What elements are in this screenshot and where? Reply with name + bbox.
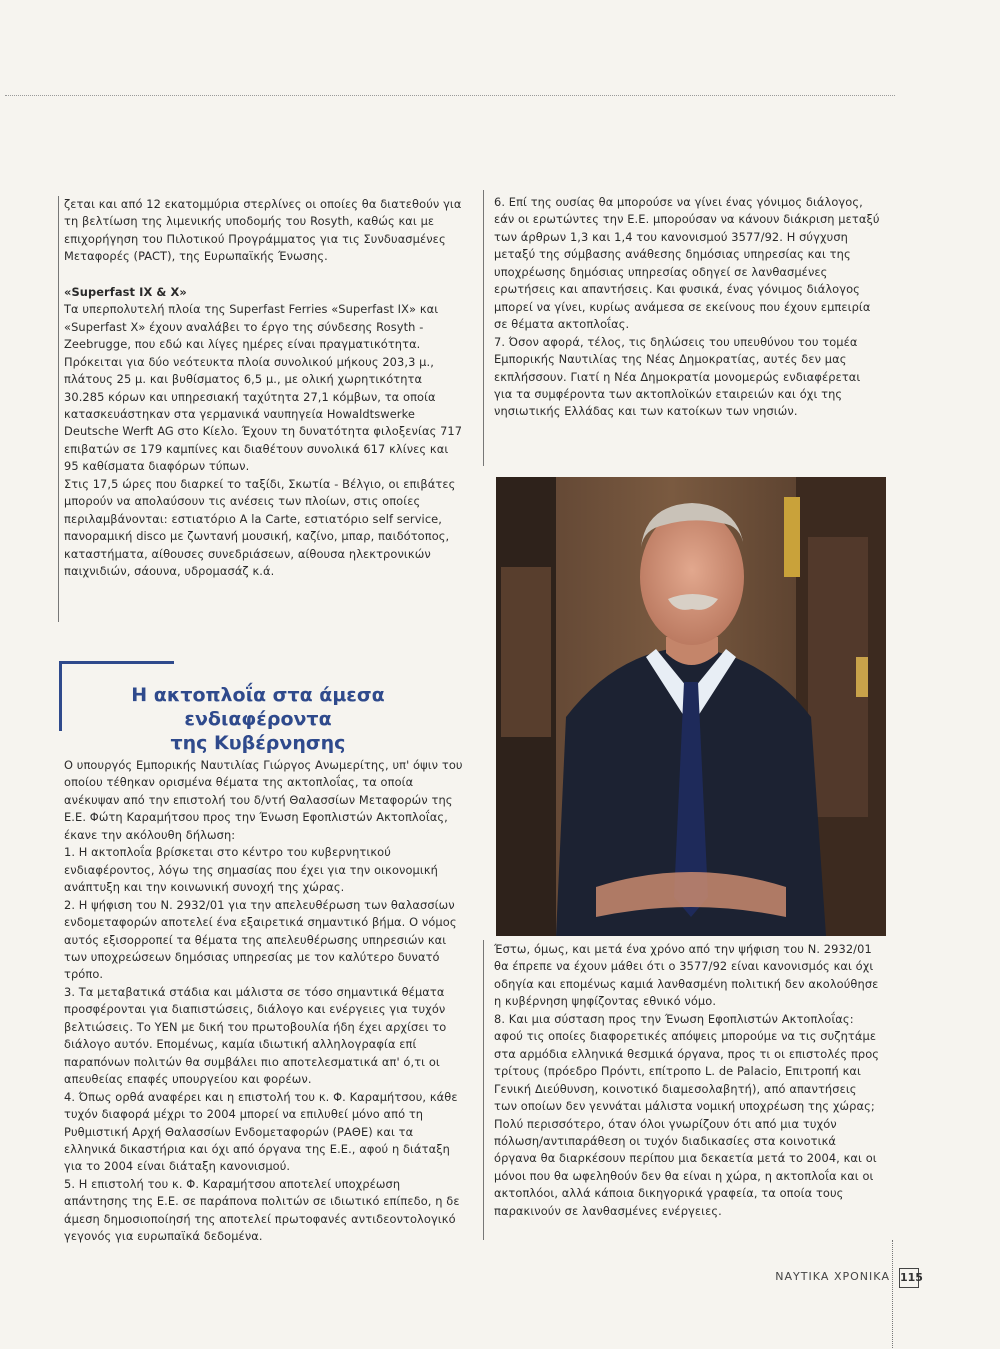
heading-accent-vbar xyxy=(59,661,62,731)
left-column-upper xyxy=(64,196,464,581)
list-item: 3. Τα μεταβατικά στάδια και μάλιστα σε τόσο σημαντικά θέματα προσφέρονται για διαπιστώσεις, διάλογο και ενέργειες για τυχόν βελτιώσεις. Το ΥΕΝ με δική του πρωτοβουλία ήδη έχει αρχίσει το διάλογο αυτόν. Επομένως, καμία ιδιωτική αλληλογραφία επί παραπόνων πολιτών θα συμβάλει πιο αποτελεσματικά απ' ό,τι οι απευθείας επαφές υπουργείου και φορέων. xyxy=(64,984,447,1087)
list-item: 7. Όσον αφορά, τέλος, τις δηλώσεις του υπευθύνου του τομέα Εμπορικής Ναυτιλίας της Νέας Δημοκρατίας, αυτές δεν μας εκπλήσσουν. Γιατί η Νέα Δημοκρατία μονομερώς ενδιαφέρεται για τα συμφέροντα των ακτοπλοϊκών εταιρειών και όχι της νησιωτικής Ελλάδας και των κατοίκων των νησιών. xyxy=(494,334,861,419)
top-dotted-rule xyxy=(5,95,895,96)
left-column-lower xyxy=(64,757,464,1246)
magazine-name: ΝΑΥΤΙΚΑ ΧΡΟΝΙΚΑ xyxy=(775,1270,890,1283)
heading-line-2: της Κυβέρνησης xyxy=(170,732,346,754)
list-item: 1. Η ακτοπλοΐα βρίσκεται στο κέντρο του κυβερνητικού ενδιαφέροντος, λόγω της σημασίας που έχει για την οικονομική ανάπτυξη και την κοινωνική συνοχή της χώρας. xyxy=(64,845,438,895)
article-heading xyxy=(68,683,448,755)
paragraph: Έστω, όμως, και μετά ένα χρόνο από την ψήφιση του Ν. 2932/01 θα έπρεπε να έχουν μάθει ότι ο 3577/92 είναι κανονισμός και όχι οδηγία και επομένως καμιά λανθασμένη πολιτική δεν ακολούθησε η κυβέρνηση ψηφίζοντας εθνικό νόμο. xyxy=(494,942,879,1009)
list-item: 5. Η επιστολή του κ. Φ. Καραμήτσου αποτελεί υποχρέωση απάντησης της Ε.Ε. σε παράπονα πολιτών σε ιδιωτικό επίπεδο, η δε άμεση δημοσιοποίησή της αποτελεί πρωτοφανές αντιδεοντολογικό γεγονός για ευρωπαϊκά δεδομένα. xyxy=(64,1176,460,1244)
list-item: 2. Η ψήφιση του Ν. 2932/01 για την απελευθέρωση των θαλασσίων ενδομεταφορών αποτελεί ένα εξαιρετικά σημαντικό βήμα. Ο νόμος αυτός εξισορροπεί τα θέματα της απελευθέρωσης υπηρεσιών και των υποχρεώσεων δημόσιας υπηρεσίας με τον καλύτερο δυνατό τρόπο. xyxy=(64,897,457,982)
portrait-photo xyxy=(496,477,886,936)
subheading-superfast: «Superfast IX & X» xyxy=(64,284,187,299)
right-column-rule xyxy=(483,190,484,466)
right-column-lower xyxy=(494,941,882,1220)
heading-line-1: Η ακτοπλοΐα στα άμεσα ενδιαφέροντα xyxy=(131,684,385,730)
page-number: 115 xyxy=(899,1268,919,1288)
left-column-rule xyxy=(58,196,59,622)
right-column-lower-rule xyxy=(483,940,484,1240)
list-item: 4. Όπως ορθά αναφέρει και η επιστολή του κ. Φ. Καραμήτσου, κάθε τυχόν διαφορά μέχρι το 2004 μπορεί να επιλυθεί μόνο από τη Ρυθμιστική Αρχή Θαλασσίων Ενδομεταφορών (ΡΑΘΕ) και τα ελληνικά δικαστήρια και όχι από όργανα της Ε.Ε., αφού η διάταξη για το 2004 είναι διάταξη κανονισμού. xyxy=(64,1089,458,1174)
paragraph: ζεται και από 12 εκατομμύρια στερλίνες οι οποίες θα διατεθούν για τη βελτίωση της λιμενικής υποδομής του Rosyth, καθώς και με επιχορήγηση του Πιλοτικού Προγράμματος για τις Συνδυασμένες Μεταφορές (PACT), της Ευρωπαϊκής Ένωσης. xyxy=(64,197,462,264)
heading-accent-bar xyxy=(59,661,174,664)
paragraph: Τα υπερπολυτελή πλοία της Superfast Ferries «Superfast IX» και «Superfast X» έχουν αναλάβει το έργο της σύνδεσης Rosyth - Zeebrugge, που εδώ και λίγες ημέρες είναι πραγματικότητα. Πρόκειται για δύο νεότευκτα πλοία συνολικού μήκους 203,3 μ., πλάτους 25 μ. και βυθίσματος 6,5 μ., με ολική χωρητικότητα 30.285 κόρων και υπηρεσιακή ταχύτητα 27,1 κόμβων, τα οποία κατασκευάστηκαν στα γερμανικά ναυπηγεία Howaldtswerke Deutsche Werft AG στο Κίελο. Έχουν τη δυνατότητα φιλοξενίας 717 επιβατών σε 179 καμπίνες και διαθέτουν συνολικά 617 κλίνες και 95 καθίσματα διαφόρων τύπων. xyxy=(64,302,463,474)
list-item: 6. Επί της ουσίας θα μπορούσε να γίνει ένας γόνιμος διάλογος, εάν οι ερωτώντες την Ε.Ε. μπορούσαν να κάνουν διάκριση μεταξύ των άρθρων 1,3 και 1,4 του κανονισμού 3577/92. Η σύγχυση μεταξύ της σύμβασης ανάθεσης δημόσιας υπηρεσίας και της υποχρέωσης δημόσιας υπηρεσίας οδηγεί σε λανθασμένες ερωτήσεις και απαντήσεις. Και φυσικά, ένας γόνιμος διάλογος μπορεί να γίνει, κυρίως ανάμεσα σε εκείνους που έχουν εμπειρία σε θέματα ακτοπλοΐας. xyxy=(494,195,880,332)
paragraph-intro: Ο υπουργός Εμπορικής Ναυτιλίας Γιώργος Ανωμερίτης, υπ' όψιν του οποίου τέθηκαν ορισμένα θέματα της ακτοπλοΐας, τα οποία ανέκυψαν από την επιστολή του δ/ντή Θαλασσίων Μεταφορών της Ε.Ε. Φώτη Καραμήτσου προς την Ένωση Εφοπλιστών Ακτοπλοΐας, έκανε την ακόλουθη δήλωση: xyxy=(64,758,463,842)
portrait-illustration xyxy=(496,477,886,936)
footer-dotted-rule xyxy=(892,1240,893,1348)
right-column-upper xyxy=(494,194,882,421)
paragraph: Στις 17,5 ώρες που διαρκεί το ταξίδι, Σκωτία - Βέλγιο, οι επιβάτες μπορούν να απολαύσουν τις ανέσεις των πλοίων, στις οποίες περιλαμβάνονται: εστιατόριο A la Carte, εστιατόριο self service, πανοραμική disco με ζωντανή μουσική, καζίνο, μπαρ, παιδότοπος, καταστήματα, αίθουσες συνεδριάσεων, αίθουσα ηλεκτρονικών παιχνιδιών, σάουνα, υδρομασάζ κ.ά. xyxy=(64,476,456,579)
list-item: 8. Και μια σύσταση προς την Ένωση Εφοπλιστών Ακτοπλοΐας: αφού τις οποίες διαφορετικές απόψεις μπορούμε να τις συζητάμε στα αρμόδια ελληνικά θεσμικά όργανα, προς τι οι επιστολές προς τρίτους (πρόεδρο Πρόντι, επίτροπο L. de Palacio, Επιτροπή και Γενική Διεύθυνση, κοινοτικό διαμεσολαβητή), από απαντήσεις των οποίων δεν γεννάται μάλιστα νομική υποχρέωση της χώρας; Πολύ περισσότερο, όταν όλοι γνωρίζουν ότι από μια τυχόν πόλωση/αντιπαράθεση οι τυχόν διαδικασίες στα κοινοτικά όργανα θα διαρκέσουν περίπου μια δεκαετία μετά το 2004, και οι μόνοι που θα ωφεληθούν δεν θα είναι η χώρα, η ακτοπλοΐα και οι ακτοπλόοι, αλλά κάποια δικηγορικά γραφεία, τα οποία τους παρακινούν σε λανθασμένες ενέργειες. xyxy=(494,1011,880,1218)
